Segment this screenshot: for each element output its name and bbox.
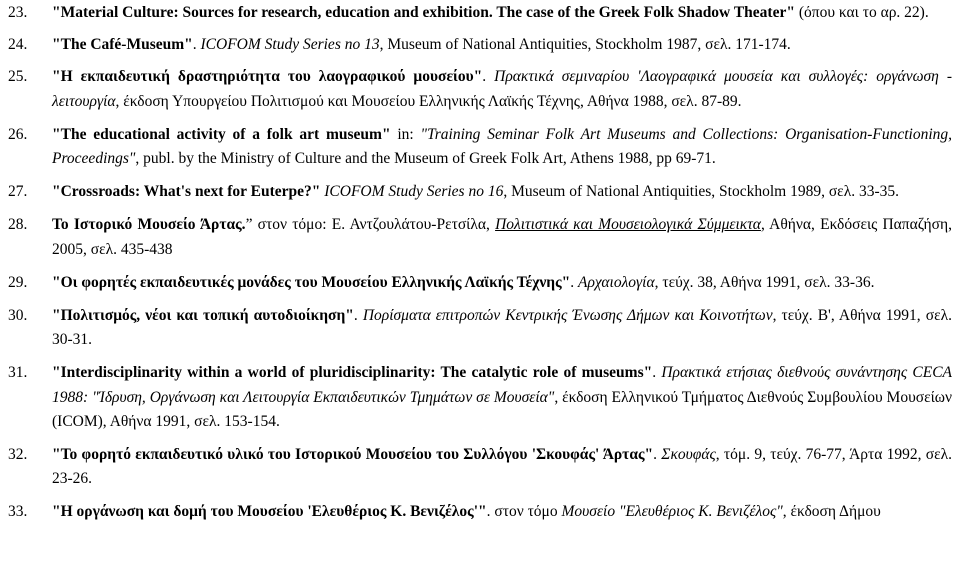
- entry-title: "Crossroads: What's next for Euterpe?": [52, 183, 321, 201]
- entry-text: , τεύχ. 38, Αθήνα 1991, σελ. 33-36.: [654, 273, 875, 291]
- entry-title: "Η οργάνωση και δομή του Μουσείου 'Ελευθέριος Κ. Βενιζέλος'": [52, 503, 487, 521]
- entry-text: , Αθήνα, Εκδόσεις Παπαζήση, 2005, σελ. 435-438: [52, 216, 952, 258]
- entry-source: Αρχαιολογία: [578, 273, 655, 291]
- entry-number: 27.: [8, 183, 28, 201]
- entry-title: "The Café-Museum": [52, 36, 193, 54]
- bibliography-entry: [0, 271, 960, 295]
- entry-number: 31.: [8, 364, 28, 382]
- entry-title: "Interdisciplinarity within a world of pluridisciplinarity: The catalytic role of museums": [52, 364, 653, 382]
- entry-title: Το Ιστορικό Μουσείο Άρτας.: [52, 216, 246, 234]
- bibliography-entry: [0, 500, 960, 524]
- entry-text: .: [353, 307, 363, 325]
- entry-number: 24.: [8, 36, 28, 54]
- entry-text: , έκδοση Υπουργείου Πολιτισμού και Μουσείου Ελληνικής Λαϊκής Τέχνης, Αθήνα 1988, σελ. 87-89.: [115, 92, 742, 110]
- entry-title: "The educational activity of a folk art museum": [52, 125, 391, 143]
- bibliography-entry: [0, 361, 960, 434]
- entry-text: , publ. by the Ministry of Culture and the Museum of Greek Folk Art, Athens 1988, pp 69-71.: [135, 150, 716, 168]
- entry-source: Πρακτικά σεμιναρίου 'Λαογραφικά μουσεία και συλλογές: οργάνωση - λειτουργία: [52, 68, 953, 110]
- entry-source: "Training Seminar Folk Art Museums and Collections: Organisation-Functioning, Proceedings": [52, 125, 952, 168]
- bibliography-entry: [0, 65, 960, 113]
- entry-number: 33.: [8, 503, 28, 521]
- entry-text: , Museum of National Antiquities, Stockholm 1987, σελ. 171-174.: [379, 36, 791, 54]
- entry-source: ICOFOM Study Series no 13: [200, 36, 380, 54]
- entry-source: ICOFOM Study Series no 16: [324, 183, 504, 201]
- bibliography-entry: [0, 33, 960, 57]
- entry-text: , τόμ. 9, τεύχ. 76-77, Άρτα 1992, σελ. 23-26.: [52, 446, 953, 488]
- entry-text: .: [192, 36, 201, 54]
- entry-title: "Η εκπαιδευτική δραστηριότητα του λαογραφικού μουσείου": [52, 68, 483, 86]
- entry-number: 30.: [8, 307, 28, 325]
- entry-number: 28.: [8, 216, 28, 234]
- entry-number: 29.: [8, 273, 28, 291]
- entry-number: 25.: [8, 68, 28, 86]
- entry-text: (όπου και το αρ. 22).: [794, 4, 929, 21]
- entry-number: 23.: [8, 4, 28, 21]
- entry-title: "Οι φορητές εκπαιδευτικές μονάδες του Μουσείου Ελληνικής Λαϊκής Τέχνης": [52, 273, 571, 291]
- entry-text: , έκδοση Δήμου: [782, 503, 881, 521]
- entry-source: Πορίσματα επιτροπών Κεντρικής Ένωσης Δήμων και Κοινοτήτων: [362, 307, 773, 325]
- bibliography-entry: [0, 123, 960, 171]
- entry-source: Πρακτικά ετήσιας διεθνούς συνάντησης CECA 1988: "Ίδρυση, Οργάνωση και Λειτουργία Εκπαιδευτικών Τμημάτων σε Μουσεία": [52, 364, 953, 406]
- entry-text: , έκδοση Ελληνικού Τμήματος Διεθνούς Συμβουλίου Μουσείων (ICOM), Αθήνα 1991, σελ. 153-154.: [52, 388, 952, 430]
- entry-text: .: [652, 364, 662, 382]
- entry-number: 32.: [8, 446, 28, 464]
- entry-title: "Το φορητό εκπαιδευτικό υλικό του Ιστορικού Μουσείου του Συλλόγου 'Σκουφάς' Άρτας": [52, 446, 654, 464]
- bibliography-entry: [0, 443, 960, 491]
- entry-text: .: [653, 446, 662, 464]
- bibliography-entry: [0, 304, 960, 352]
- entry-source: Σκουφάς: [661, 446, 716, 464]
- entry-text: .: [570, 273, 578, 291]
- bibliography-entry: [0, 180, 960, 204]
- bibliography-entry: [0, 213, 960, 261]
- entry-number: 26.: [8, 125, 28, 143]
- entry-title: "Πολιτισμός, νέοι και τοπική αυτοδιοίκηση": [52, 307, 354, 325]
- entry-text: , Museum of National Antiquities, Stockholm 1989, σελ. 33-35.: [503, 183, 899, 201]
- entry-source: Μουσείο "Ελευθέριος Κ. Βενιζέλος": [561, 503, 783, 521]
- entry-text: in:: [390, 125, 421, 143]
- entry-text: ” στον τόμο: Ε. Αντζουλάτου-Ρετσίλα,: [245, 216, 496, 234]
- entry-source: Πολιτιστικά και Μουσειολογικά Σύμμεικτα: [495, 216, 761, 234]
- bibliography-page: [0, 1, 960, 567]
- entry-title: "Material Culture: Sources for research, education and exhibition. The case of the Greek Folk Shadow Theater": [52, 4, 795, 21]
- entry-text: , τεύχ. Β', Αθήνα 1991, σελ. 30-31.: [52, 307, 952, 349]
- entry-text: . στον τόμο: [486, 503, 562, 521]
- bibliography-entry: [0, 1, 960, 25]
- entry-text: .: [482, 68, 495, 86]
